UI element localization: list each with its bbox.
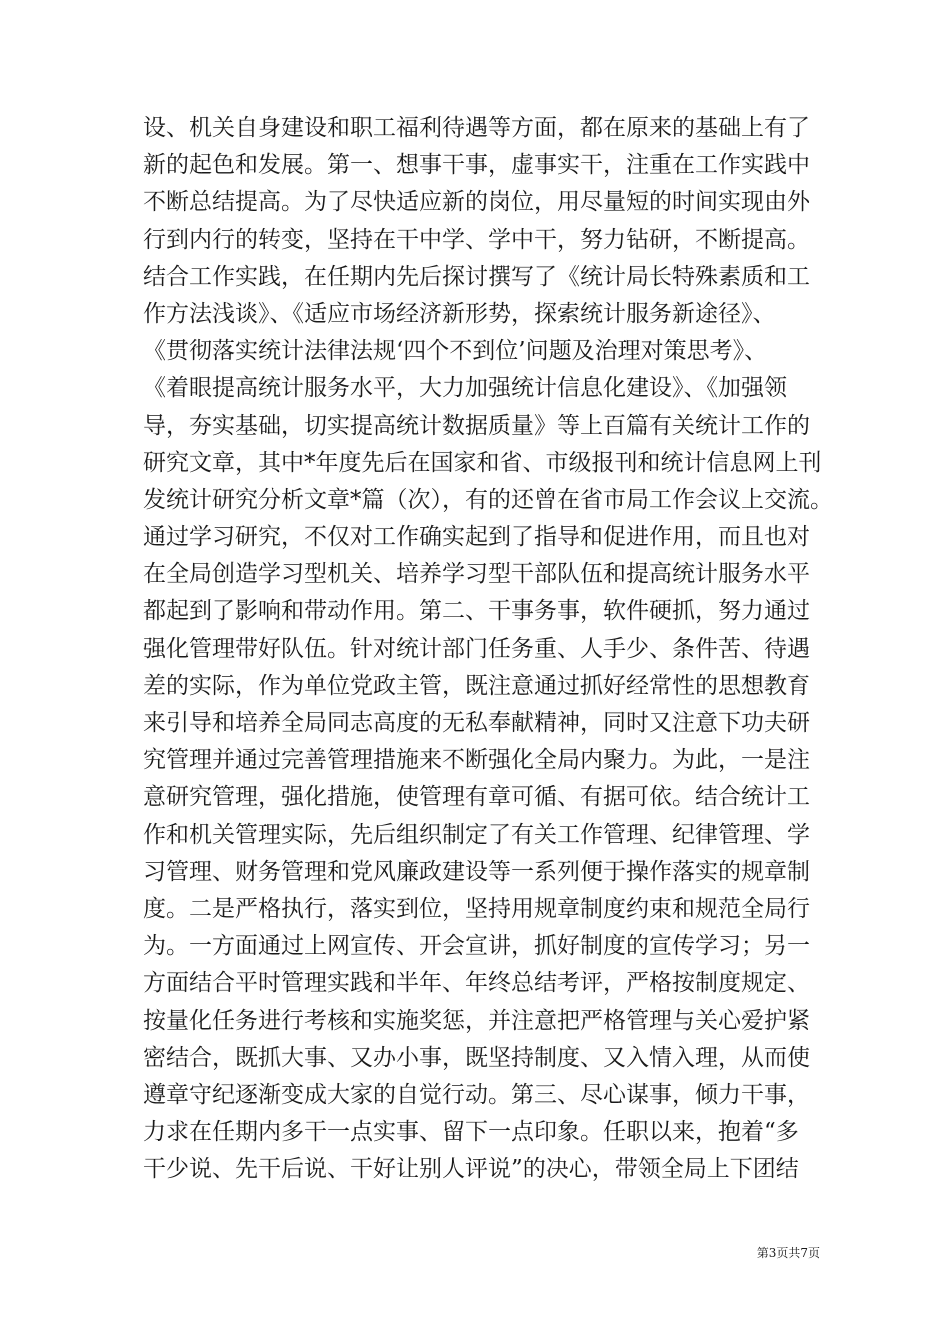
text-line: 研究文章，其中*年度先后在国家和省、市级报刊和统计信息网上刊: [143, 449, 822, 476]
text-line: 发统计研究分析文章*篇（次），有的还曾在省市局工作会议上交流。: [143, 486, 833, 513]
text-line: 通过学习研究，不仅对工作确实起到了指导和促进作用，而且也对: [143, 524, 810, 551]
text-line: 作方法浅谈》、《适应市场经济新形势，探索统计服务新途径》、: [143, 300, 776, 327]
text-line: 为。一方面通过上网宣传、开会宣讲，抓好制度的宣传学习；另一: [143, 933, 810, 960]
text-line: 干少说、先干后说、干好让别人评说”的决心，带领全局上下团结: [143, 1156, 799, 1183]
page-footer: 第3页共7页: [756, 1246, 820, 1260]
text-line: 《贯彻落实统计法律法规‘四个不到位’问题及治理对策思考》、: [143, 338, 768, 365]
text-line: 导，夯实基础，切实提高统计数据质量》等上百篇有关统计工作的: [143, 412, 810, 439]
text-line: 究管理并通过完善管理措施来不断强化全局内聚力。为此，一是注: [143, 747, 810, 774]
text-line: 方面结合平时管理实践和半年、年终总结考评，严格按制度规定、: [143, 970, 810, 997]
text-line: 行到内行的转变，坚持在干中学、学中干，努力钻研，不断提高。: [143, 226, 810, 253]
text-line: 设、机关自身建设和职工福利待遇等方面，都在原来的基础上有了: [143, 115, 810, 141]
text-line: 习管理、财务管理和党风廉政建设等一系列便于操作落实的规章制: [143, 858, 810, 885]
text-line: 遵章守纪逐渐变成大家的自觉行动。第三、尽心谋事，倾力干事，: [143, 1081, 810, 1108]
text-line: 新的起色和发展。第一、想事干事，虚事实干，注重在工作实践中: [143, 152, 810, 179]
text-line: 力求在任期内多干一点实事、留下一点印象。任职以来，抱着“多: [143, 1119, 799, 1146]
text-line: 在全局创造学习型机关、培养学习型干部队伍和提高统计服务水平: [143, 561, 810, 588]
text-line: 都起到了影响和带动作用。第二、干事务事，软件硬抓，努力通过: [143, 598, 810, 625]
body-text: [143, 110, 833, 1188]
text-line: 作和机关管理实际，先后组织制定了有关工作管理、纪律管理、学: [143, 821, 810, 848]
text-line: 差的实际，作为单位党政主管，既注意通过抓好经常性的思想教育: [143, 672, 810, 699]
text-line: 度。二是严格执行，落实到位，坚持用规章制度约束和规范全局行: [143, 895, 810, 922]
text-line: 《着眼提高统计服务水平，大力加强统计信息化建设》、《加强领: [143, 375, 787, 402]
text-line: 密结合，既抓大事、又办小事，既坚持制度、又入情入理，从而使: [143, 1044, 810, 1071]
text-line: 强化管理带好队伍。针对统计部门任务重、人手少、条件苦、待遇: [143, 635, 810, 662]
text-line: 结合工作实践，在任期内先后探讨撰写了《统计局长特殊素质和工: [143, 263, 810, 290]
text-line: 不断总结提高。为了尽快适应新的岗位，用尽量短的时间实现由外: [143, 189, 810, 216]
text-line: 按量化任务进行考核和实施奖惩，并注意把严格管理与关心爱护紧: [143, 1007, 810, 1034]
text-line: 来引导和培养全局同志高度的无私奉献精神，同时又注意下功夫研: [143, 710, 810, 736]
text-line: 意研究管理，强化措施，使管理有章可循、有据可依。结合统计工: [143, 784, 810, 811]
